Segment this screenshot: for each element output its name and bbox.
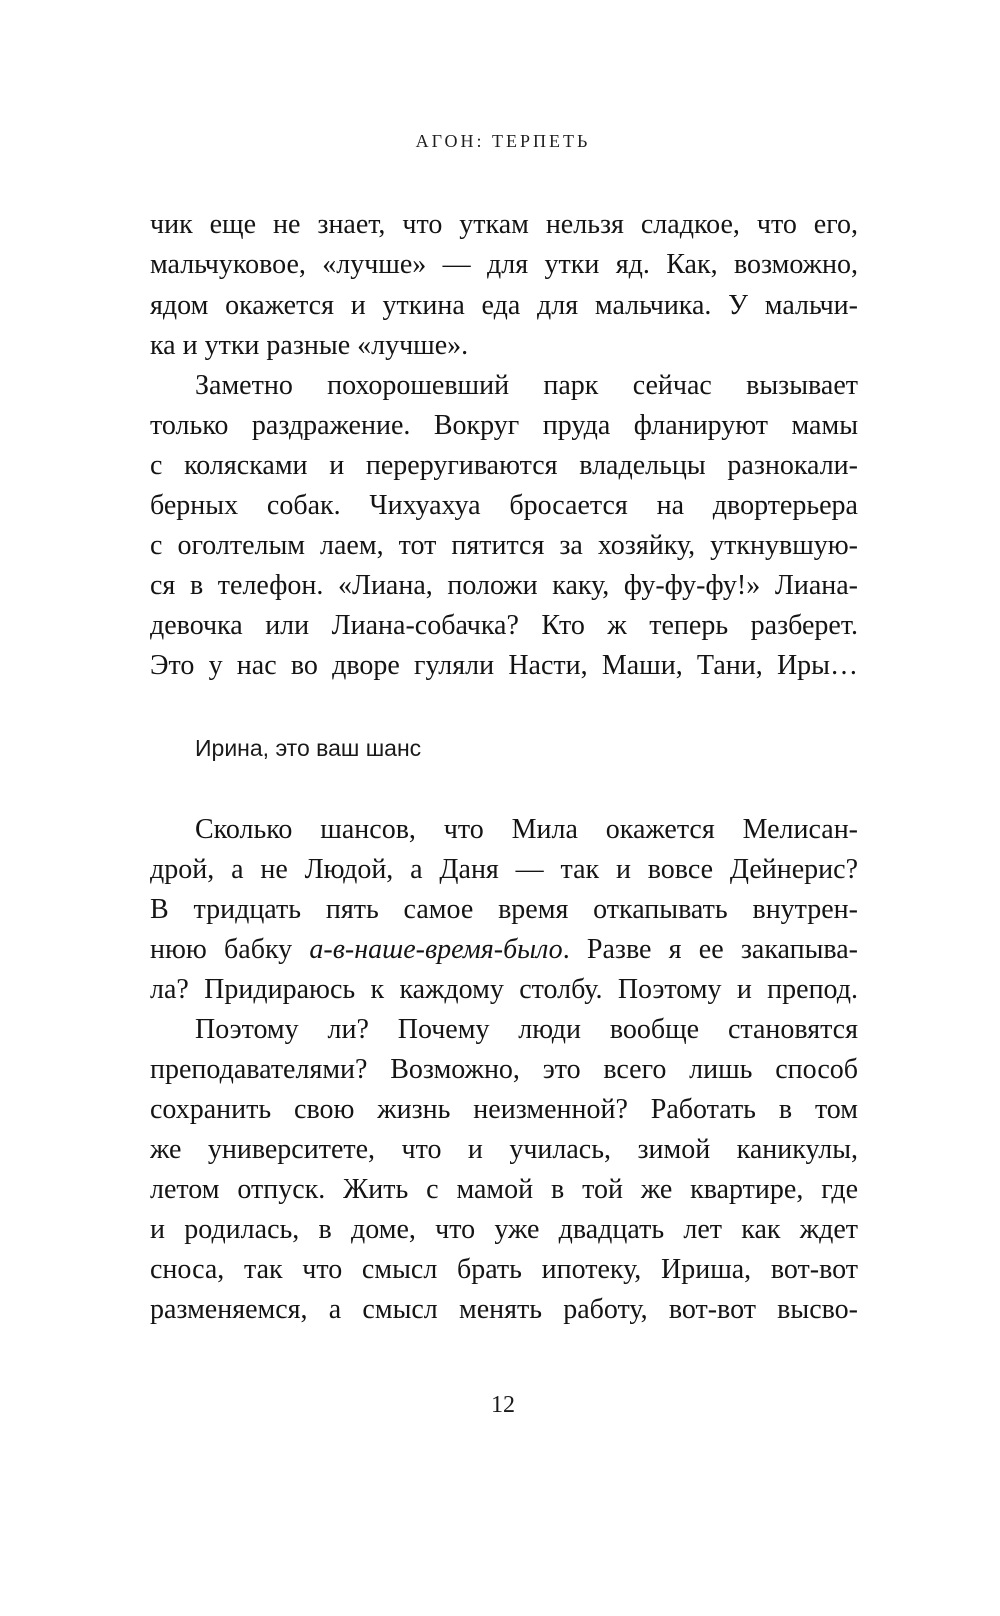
text-line: сохранить свою жизнь неизменной? Работать в том [150,1094,858,1125]
section-subheading: Ирина, это ваш шанс [195,735,422,761]
text-line: Поэтому ли? Почему люди вообще становятся [195,1014,858,1045]
page-number: 12 [491,1392,515,1418]
text-line: и родилась, в доме, что уже двадцать лет как ждет [150,1214,858,1245]
text-line: с оголтелым лаем, тот пятится за хозяйку, уткнувшую- [150,530,858,561]
text-line: ядом окажется и уткина еда для мальчика. У мальчи- [150,290,858,321]
text-line: же университете, что и училась, зимой каникулы, [150,1134,858,1165]
text-line [150,930,858,970]
text-line: с колясками и переругиваются владельцы разнокали- [150,450,858,481]
text-line: берных собак. Чихуахуа бросается на двортерьера [150,490,858,521]
text-line: ся в телефон. «Лиана, положи каку, фу-фу-фу!» Лиана- [150,570,858,601]
text-line: чик еще не знает, что уткам нельзя сладкое, что его, [150,209,858,240]
running-head: АГОН: ТЕРПЕТЬ [415,131,591,151]
text-line: ла? Придираюсь к каждому столбу. Поэтому и препод. [150,974,858,1005]
text-line: мальчуковое, «лучше» — для утки яд. Как, возможно, [150,249,858,280]
text-line: только раздражение. Вокруг пруда фланируют мамы [150,410,858,441]
italic-phrase: а-в-наше-время-было [309,934,563,965]
text-line: В тридцать пять самое время откапывать внутрен- [150,894,858,925]
text-line: Сколько шансов, что Мила окажется Мелисан- [195,814,858,845]
text-segment: . Разве я ее закапыва- [562,934,858,965]
text-line: Это у нас во дворе гуляли Насти, Маши, Тани, Иры… [150,650,858,681]
text-line: девочка или Лиана-собачка? Кто ж теперь разберет. [150,610,858,641]
text-line: летом отпуск. Жить с мамой в той же квартире, где [150,1174,858,1205]
text-line: ка и утки разные «лучше». [150,330,469,361]
text-line: Заметно похорошевший парк сейчас вызывает [195,370,858,401]
text-segment: нюю бабку [150,934,310,965]
text-line: разменяемся, а смысл менять работу, вот-вот высво- [150,1294,858,1325]
text-line: преподавателями? Возможно, это всего лишь способ [150,1054,858,1085]
text-line: дрой, а не Людой, а Даня — так и вовсе Дейнерис? [150,854,858,885]
text-line: сноса, так что смысл брать ипотеку, Ириша, вот-вот [150,1254,858,1285]
